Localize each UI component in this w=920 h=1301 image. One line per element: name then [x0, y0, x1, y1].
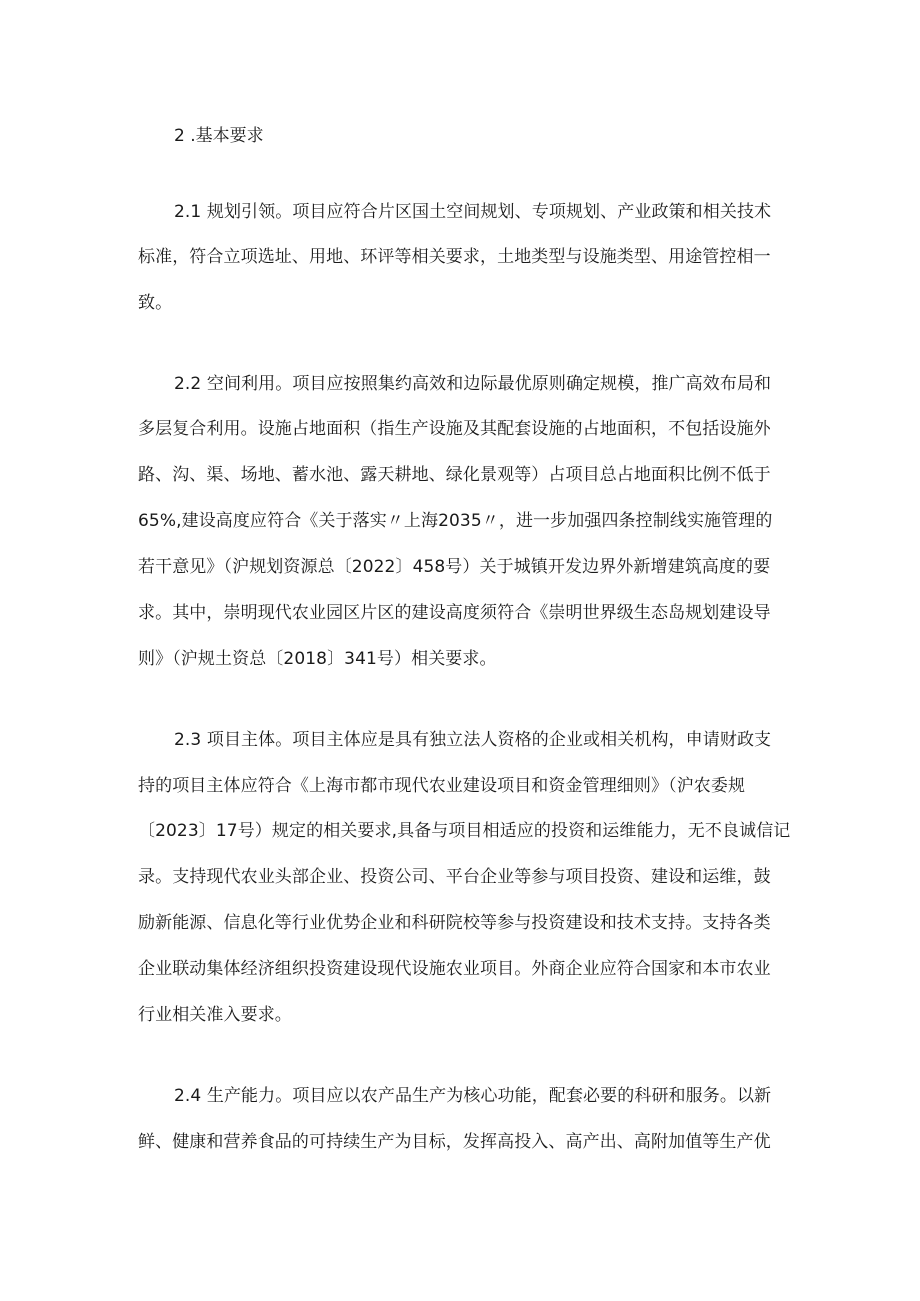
paragraph-line: 路、沟、渠、场地、蓄水池、露天耕地、绿化景观等）占项目总占地面积比例不低于 [138, 465, 771, 485]
paragraph-line: 则》（沪规土资总〔2018〕341号）相关要求。 [138, 649, 497, 669]
paragraph-line: 65%,建设高度应符合《关于落实〃上海2035〃，进一步加强四条控制线实施管理的 [138, 511, 773, 531]
paragraph-line: 若干意见》（沪规划资源总〔2022〕458号）关于城镇开发边界外新增建筑高度的要 [138, 557, 771, 577]
paragraph-line: 录。支持现代农业头部企业、投资公司、平台企业等参与项目投资、建设和运维，鼓 [138, 867, 771, 887]
paragraph-line: 2.1 规划引领。项目应符合片区国土空间规划、专项规划、产业政策和相关技术 [174, 202, 772, 222]
paragraph-line: 行业相关准入要求。 [138, 1005, 292, 1025]
paragraph-line: 标准，符合立项选址、用地、环评等相关要求，土地类型与设施类型、用途管控相一 [138, 247, 771, 267]
paragraph-line: 〔2023〕17号）规定的相关要求,具备与项目相适应的投资和运维能力，无不良诚信记 [138, 821, 791, 841]
paragraph-line: 2.3 项目主体。项目主体应是具有独立法人资格的企业或相关机构，申请财政支 [174, 730, 772, 750]
paragraph-line: 2.4 生产能力。项目应以农产品生产为核心功能，配套必要的科研和服务。以新 [174, 1086, 772, 1106]
paragraph-line: 致。 [138, 293, 173, 313]
paragraph-line: 持的项目主体应符合《上海市都市现代农业建设项目和资金管理细则》（沪农委规 [138, 776, 746, 796]
paragraph-line: 求。其中，崇明现代农业园区片区的建设高度须符合《崇明世界级生态岛规划建设导 [138, 603, 771, 623]
paragraph-line: 励新能源、信息化等行业优势企业和科研院校等参与投资建设和技术支持。支持各类 [138, 913, 771, 933]
section-heading: 2 .基本要求 [174, 126, 264, 146]
paragraph-line: 企业联动集体经济组织投资建设现代设施农业项目。外商企业应符合国家和本市农业 [138, 959, 771, 979]
paragraph-line: 2.2 空间利用。项目应按照集约高效和边际最优原则确定规模，推广高效布局和 [174, 374, 772, 394]
paragraph-line: 多层复合利用。设施占地面积（指生产设施及其配套设施的占地面积，不包括设施外 [138, 419, 771, 439]
paragraph-line: 鲜、健康和营养食品的可持续生产为目标，发挥高投入、高产出、高附加值等生产优 [138, 1132, 771, 1152]
